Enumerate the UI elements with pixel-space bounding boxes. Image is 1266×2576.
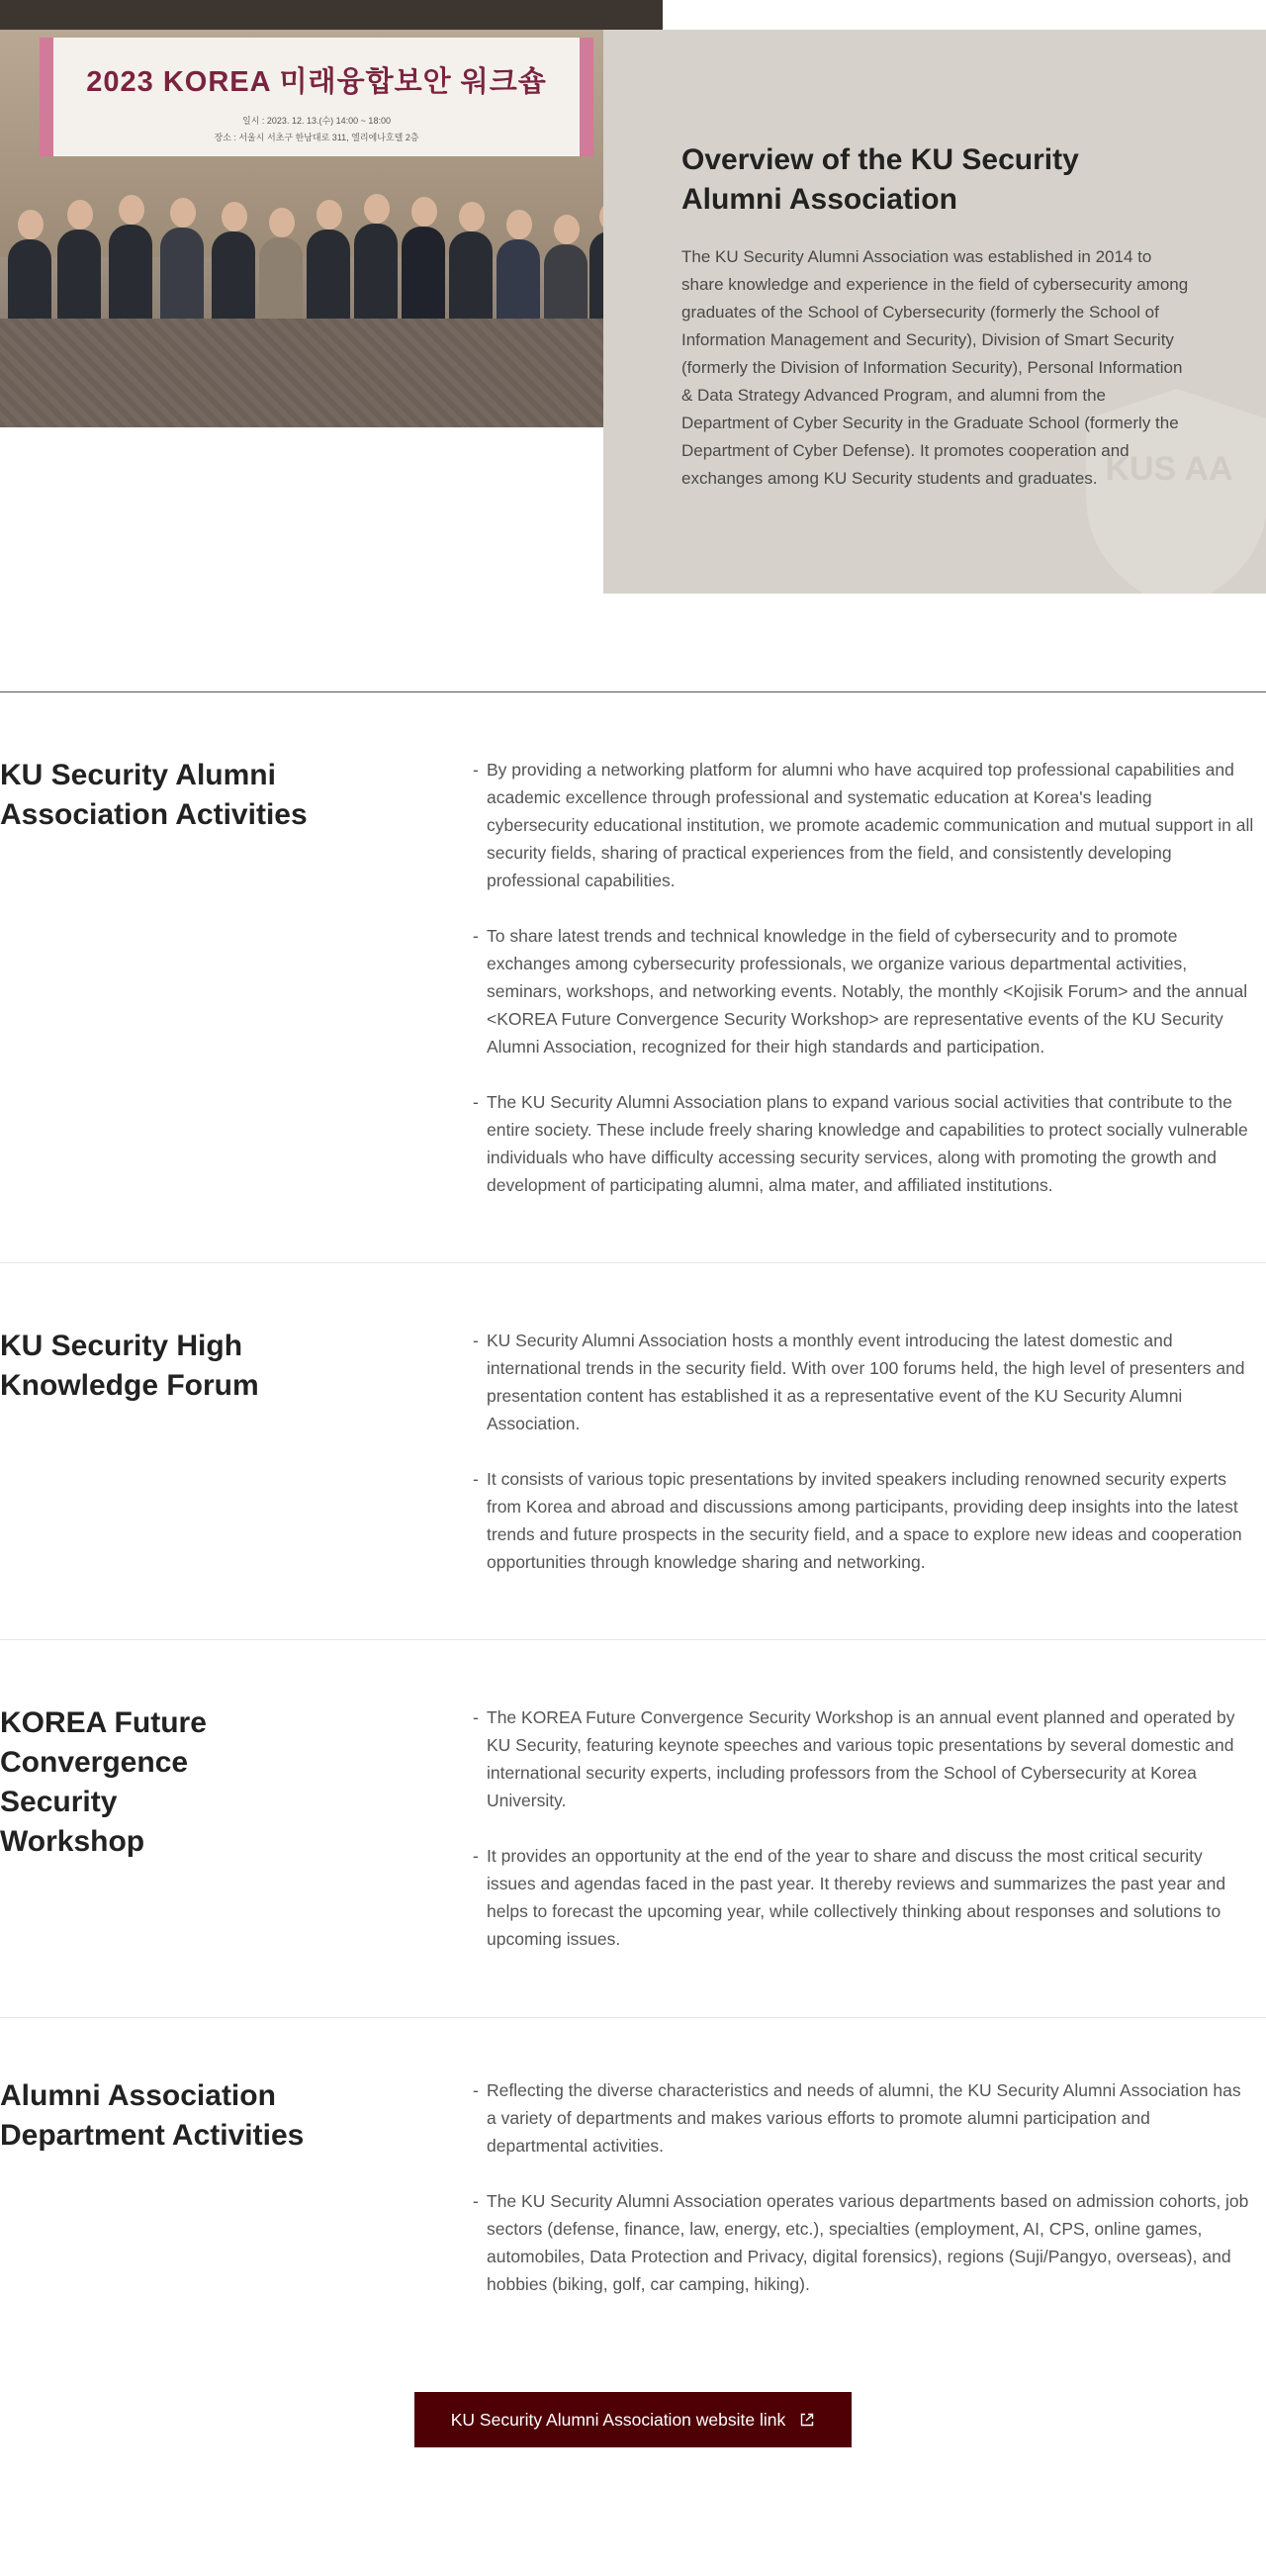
list-item: - To share latest trends and technical knowledge in the field of cybersecurity and to promote exchanges among cybersecurity professionals, we organize various departmental activities, seminars, workshops, and networking events. Notably, the monthly <Kojisik Forum> and the annual <KOREA Future Convergence Security Workshop> are representative events of the KU Security Alumni Association, recognized for their high standards and participation. [473,922,1254,1060]
banner-title: 2023 KOREA 미래융합보안 워크숍 [86,66,547,98]
banner-place: 장소 : 서울시 서초구 한남대로 311, 엘리에나호텔 2층 [214,133,419,142]
list-item: - The KU Security Alumni Association operates various departments based on admission cohorts, job sectors (defense, finance, law, energy, etc.), specialties (employment, AI, CPS, online games, automobiles, Data Protection and Privacy, digital forensics), regions (Suji/Pangyo, overseas), and hobbies (biking, golf, car camping, hiking). [473,2187,1254,2298]
list-item: - It consists of various topic presentations by invited speakers including renowned security experts from Korea and abroad and discussions among participants, providing deep insights into the latest trends and future prospects in the security field, and a space to explore new ideas and cooperation opportunities through knowledge sharing and networking. [473,1465,1254,1576]
section-separator [0,2017,1266,2018]
section-title: KU Security High Knowledge Forum [0,1330,259,1402]
overview-text: The KU Security Alumni Association was established in 2014 to share knowledge and experience in the field of cybersecurity among graduates of the School of Cybersecurity (formerly the School of Information Management and Security), Division of Smart Security (formerly the Division of Information Security), Personal Information & Data Strategy Advanced Program, and alumni from the Department of Cyber Security in the Graduate School (formerly the Department of Cyber Defense). It promotes cooperation and exchanges among KU Security students and graduates. [681,247,1189,488]
watermark-text: KUS AA [1105,450,1233,488]
photo-floor [0,319,663,427]
section-divider [0,691,1266,692]
section-items [473,1703,1254,1980]
hero [0,0,1266,594]
list-item: - It provides an opportunity at the end of the year to share and discuss the most critical security issues and agendas faced in the past year. It thereby reviews and summarizes the past year and helps to forecast the upcoming year, while collectively thinking about responses and solutions to upcoming issues. [473,1842,1254,1953]
overview-panel [603,30,1266,594]
overview-title: Overview of the KU Security Alumni Association [681,143,1079,216]
section-title: KOREA Future Convergence Security Workshop [0,1706,207,1858]
section-title: KU Security Alumni Association Activities [0,759,308,831]
list-item: - By providing a networking platform for alumni who have acquired top professional capabilities and academic excellence through professional and systematic education at Korea's leading cybersecurity educational institution, we promote academic communication and mutual support in all security fields, sharing of practical experiences from the field, and consistently developing professional capabilities. [473,756,1254,894]
list-item: - Reflecting the diverse characteristics and needs of alumni, the KU Security Alumni Association has a variety of departments and makes various efforts to promote alumni participation and departmental activities. [473,2076,1254,2160]
workshop-group-photo [0,0,663,427]
photo-ceiling [0,0,663,30]
section-items [473,756,1254,1227]
list-item: - The KOREA Future Convergence Security Workshop is an annual event planned and operated by KU Security, featuring keynote speeches and various topic presentations by several domestic and international security experts, including professors from the School of Cybersecurity at Korea University. [473,1703,1254,1814]
external-link-icon [799,2412,815,2428]
section-separator [0,1639,1266,1640]
alumni-website-link-button[interactable] [414,2392,852,2447]
section-separator [0,1262,1266,1263]
section-title: Alumni Association Department Activities [0,2079,305,2152]
cta-label: KU Security Alumni Association website link [450,2409,786,2430]
list-item: - KU Security Alumni Association hosts a monthly event introducing the latest domestic and international trends in the security field. With over 100 forums held, the high level of presenters and presentation content has established it as a representative event of the KU Security Alumni Association. [473,1327,1254,1437]
section-items [473,1327,1254,1604]
banner-date: 일시 : 2023. 12. 13.(수) 14:00 ~ 18:00 [242,116,391,126]
list-item: - The KU Security Alumni Association plans to expand various social activities that contribute to the entire society. These include freely sharing knowledge and capabilities to protect socially vulnerable individuals who have difficulty accessing security services, along with promoting the growth and development of participating alumni, alma mater, and affiliated institutions. [473,1088,1254,1199]
section-items [473,2076,1254,2326]
